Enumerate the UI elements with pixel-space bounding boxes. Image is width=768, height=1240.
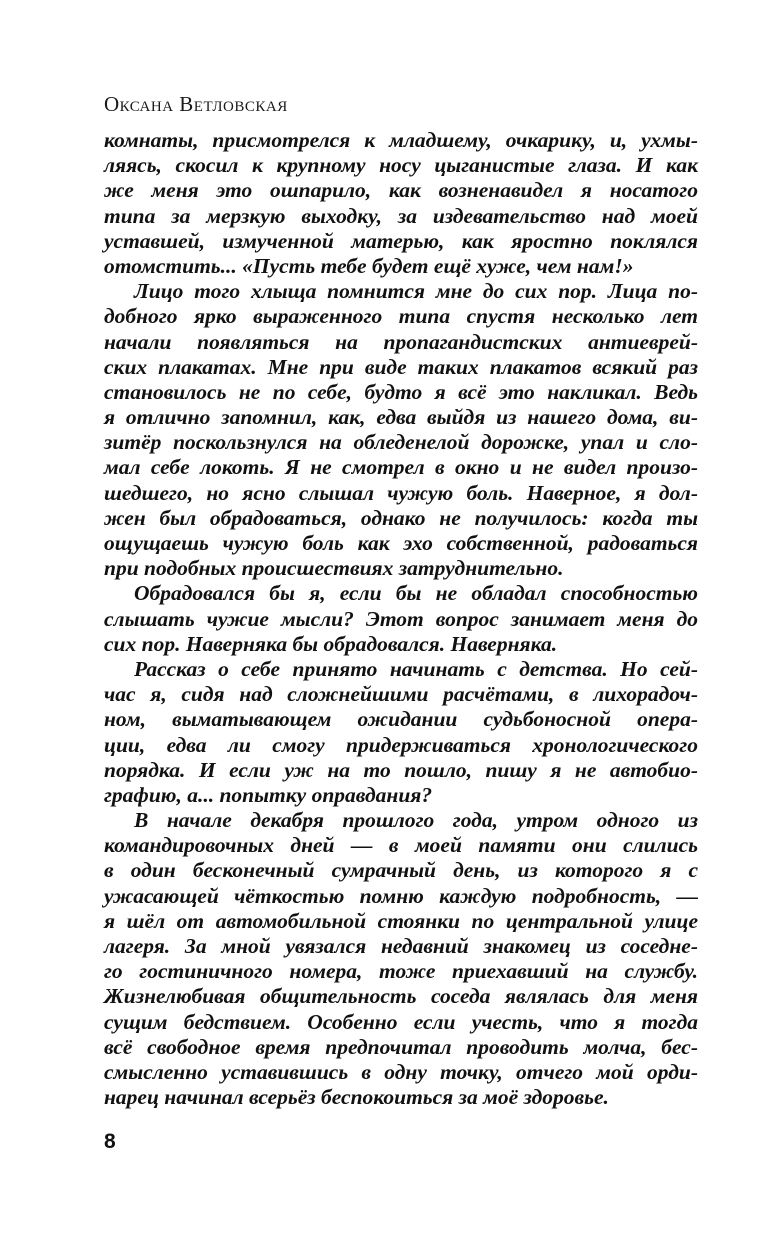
text-line: отомстить... «Пусть тебе будет ещё хуже, чем нам!» (104, 253, 634, 278)
text-line: я шёл от автомобильной стоянки по центральной улице (104, 908, 698, 933)
text-line: сих пор. Наверняка бы обрадовался. Наверняка. (104, 631, 558, 656)
text-line: слышать чужие мысли? Этот вопрос занимает меня до (104, 606, 698, 631)
text-line: ощущаешь чужую боль как эхо собственной, радоваться (104, 531, 698, 555)
text-line: же меня это ошпарило, как возненавидел я носатого (104, 178, 698, 203)
text-line: добного ярко выраженного типа спустя несколько лет (104, 304, 698, 329)
text-line: типа за мерзкую выходку, за издевательство над моей (104, 203, 698, 228)
text-line: в один бесконечный сумрачный день, из которого я с (104, 858, 698, 883)
text-line: становилось не по себе, будто я всё это накликал. Ведь (104, 379, 698, 404)
text-line: В начале декабря прошлого года, утром одного из (134, 808, 698, 833)
text-line: Обрадовался бы я, если бы не обладал способностью (134, 581, 698, 606)
text-line: ляясь, скосил к крупному носу цыганистые глаза. И как (104, 153, 698, 178)
body-text (104, 128, 698, 1110)
text-line: всё свободное время предпочитал проводить молча, бес- (104, 1034, 698, 1059)
text-line: шедшего, но ясно слышал чужую боль. Наверное, я дол- (104, 480, 698, 505)
text-line: комнаты, присмотрелся к младшему, очкарику, и, ухмы- (104, 128, 698, 152)
text-line: зитёр поскользнулся на обледенелой дорожке, упал и сло- (104, 430, 698, 455)
text-line: Жизнелюбивая общительность соседа являлась для меня (104, 984, 698, 1009)
text-line: при подобных происшествиях затруднительно. (104, 556, 564, 581)
text-line: ции, едва ли смогу придерживаться хронологического (104, 732, 698, 757)
text-line: ужасающей чёткостью помню каждую подробность, — (104, 883, 698, 908)
text-line: го гостиничного номера, тоже приехавший на службу. (104, 959, 698, 984)
text-line: Лицо того хлыща помнится мне до сих пор. Лица по- (134, 279, 698, 304)
text-line: Рассказ о себе принято начинать с детства. Но сей- (134, 656, 698, 681)
text-line: ном, выматывающем ожидании судьбоносной опера- (104, 707, 698, 732)
text-line: нарец начинал всерьёз беспокоиться за моё здоровье. (104, 1085, 609, 1110)
running-head-author: Оксана Ветловская (104, 92, 288, 116)
text-line: графию, а... попытку оправдания? (104, 782, 433, 807)
text-line: час я, сидя над сложнейшими расчётами, в лихорадоч- (104, 682, 698, 707)
text-line: командировочных дней — в моей памяти они слились (104, 833, 698, 858)
text-line: лагеря. За мной увязался недавний знакомец из соседне- (104, 934, 698, 958)
text-line: сущим бедствием. Особенно если учесть, что я тогда (104, 1009, 698, 1034)
text-line: уставшей, измученной матерью, как яростно поклялся (104, 228, 698, 253)
text-line: я отлично запомнил, как, едва выйдя из нашего дома, ви- (104, 405, 698, 430)
text-line: жен был обрадоваться, однако не получилось: когда ты (104, 505, 698, 530)
text-line: смысленно уставившись в одну точку, отчего мой орди- (104, 1059, 698, 1084)
text-line: порядка. И если уж на то пошло, пишу я не автобио- (104, 757, 698, 782)
text-line: ских плакатах. Мне при виде таких плакатов всякий раз (104, 354, 698, 379)
text-line: мал себе локоть. Я не смотрел в окно и не видел произо- (104, 455, 698, 480)
page-number: 8 (104, 1130, 116, 1153)
text-line: начали появляться на пропагандистских антиеврей- (104, 329, 698, 354)
